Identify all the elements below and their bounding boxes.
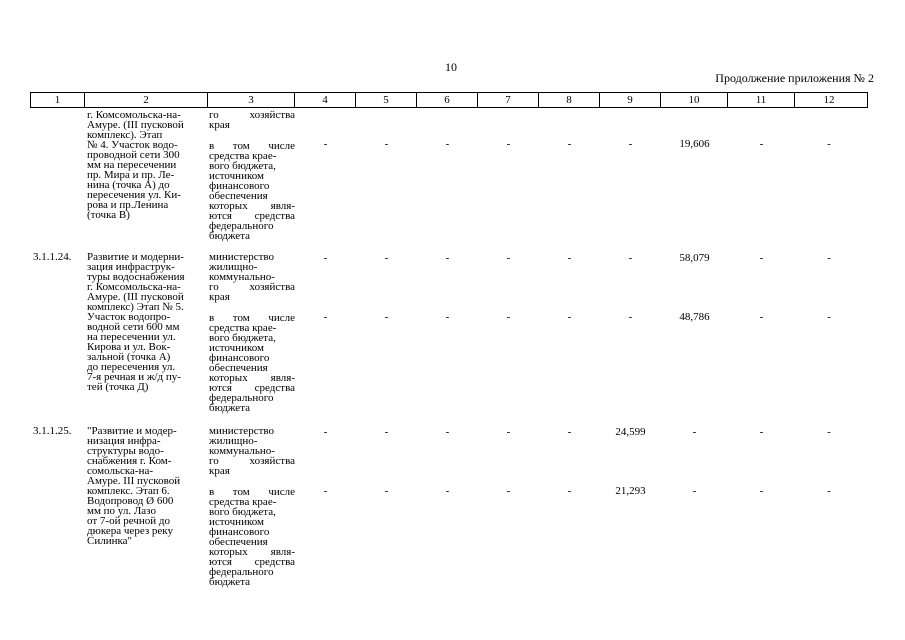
value-cell: -: [506, 485, 511, 497]
header-col-3: 3: [208, 93, 295, 107]
value-cell: -: [628, 311, 633, 323]
item-number: 3.1.1.25.: [33, 425, 72, 437]
value-cell: -: [384, 252, 389, 264]
header-col-5: 5: [356, 93, 417, 107]
value-cell: -: [567, 311, 572, 323]
header-col-8: 8: [539, 93, 600, 107]
value-row: [30, 252, 868, 264]
item-name: "Развитие и модер- низация инфра- структуры водо- снабжения г. Ком- сомольска-на- Амуре. III пусковой комплекс. Этап 6. Водопровод Ø 600 мм по ул. Лазо от 7-ой речной до дюкера через реку Силинка": [87, 425, 181, 547]
value-cell: -: [506, 138, 511, 150]
value-cell: 58,079: [679, 252, 710, 264]
value-cell: -: [759, 252, 764, 264]
value-cell: -: [323, 252, 328, 264]
value-cell: -: [827, 485, 831, 497]
funding-source: министерство жилищно- коммунально- го хозяйства края: [209, 425, 295, 477]
value-cell: -: [759, 138, 764, 150]
value-cell: -: [445, 311, 450, 323]
value-cell: -: [384, 426, 389, 438]
value-cell: -: [827, 138, 831, 150]
value-cell: -: [323, 138, 328, 150]
value-cell: -: [567, 426, 572, 438]
funding-source-sub: в том числе средства крае- вого бюджета, источником финансового обеспечения которых явля- ются средства федерального бюджета: [209, 486, 295, 588]
header-col-10: 10: [661, 93, 728, 107]
value-cell: -: [323, 485, 328, 497]
funding-source-sub: в том числе средства крае- вого бюджета, источником финансового обеспечения которых явля- ются средства федерального бюджета: [209, 140, 295, 242]
value-cell: -: [759, 311, 764, 323]
funding-source: министерство жилищно- коммунально- го хозяйства края: [209, 251, 295, 303]
value-cell: -: [323, 311, 328, 323]
value-cell: -: [692, 485, 697, 497]
table-header: [30, 92, 868, 108]
value-cell: -: [827, 252, 831, 264]
value-cell: -: [384, 311, 389, 323]
header-col-6: 6: [417, 93, 478, 107]
header-col-7: 7: [478, 93, 539, 107]
value-cell: 21,293: [615, 485, 646, 497]
value-cell: -: [323, 426, 328, 438]
value-cell: -: [445, 138, 450, 150]
header-col-1: 1: [31, 93, 85, 107]
value-cell: -: [827, 311, 831, 323]
value-cell: -: [567, 485, 572, 497]
item-number: 3.1.1.24.: [33, 251, 72, 263]
value-row: [30, 311, 868, 323]
value-cell: -: [628, 138, 633, 150]
value-cell: -: [445, 252, 450, 264]
value-cell: -: [445, 426, 450, 438]
value-row: [30, 485, 868, 497]
continuation-label: Продолжение приложения № 2: [715, 71, 874, 85]
value-cell: -: [628, 252, 633, 264]
value-row: [30, 426, 868, 438]
value-cell: -: [384, 485, 389, 497]
value-cell: -: [827, 426, 831, 438]
funding-source: го хозяйства края: [209, 109, 295, 131]
value-cell: -: [445, 485, 450, 497]
value-cell: -: [567, 138, 572, 150]
value-cell: -: [506, 311, 511, 323]
value-cell: -: [506, 252, 511, 264]
funding-source-sub: в том числе средства крае- вого бюджета, источником финансового обеспечения которых явля- ются средства федерального бюджета: [209, 312, 295, 414]
value-cell: 24,599: [615, 426, 646, 438]
item-name: г. Комсомольска-на- Амуре. (III пусковой комплекс). Этап № 4. Участок водо- проводной сети 300 мм на пересечении пр. Мира и пр. Ле- нина (точка А) до пересечения ул. Ки- рова и пр.Ленина (точка В): [87, 109, 184, 221]
header-col-4: 4: [295, 93, 356, 107]
header-col-2: 2: [85, 93, 208, 107]
value-cell: 48,786: [679, 311, 710, 323]
value-cell: 19,606: [679, 138, 710, 150]
header-col-12: 12: [823, 94, 835, 106]
value-cell: -: [567, 252, 572, 264]
header-col-11: 11: [728, 93, 795, 107]
value-row: [30, 138, 868, 150]
value-cell: -: [384, 138, 389, 150]
value-cell: -: [759, 426, 764, 438]
value-cell: -: [506, 426, 511, 438]
item-name: Развитие и модерни- зация инфраструк- туры водоснабжения г. Комсомольска-на- Амуре. (III пусковой комплекс) Этап № 5. Участок водопро- водной сети 600 мм на пересечении ул. Кирова и ул. Вок- зальной (точка А) до пересечения ул. 7-я речная и ж/д пу- тей (точка Д): [87, 251, 185, 393]
page-number: 10: [445, 60, 457, 74]
value-cell: -: [692, 426, 697, 438]
header-col-9: 9: [600, 93, 661, 107]
value-cell: -: [759, 485, 764, 497]
